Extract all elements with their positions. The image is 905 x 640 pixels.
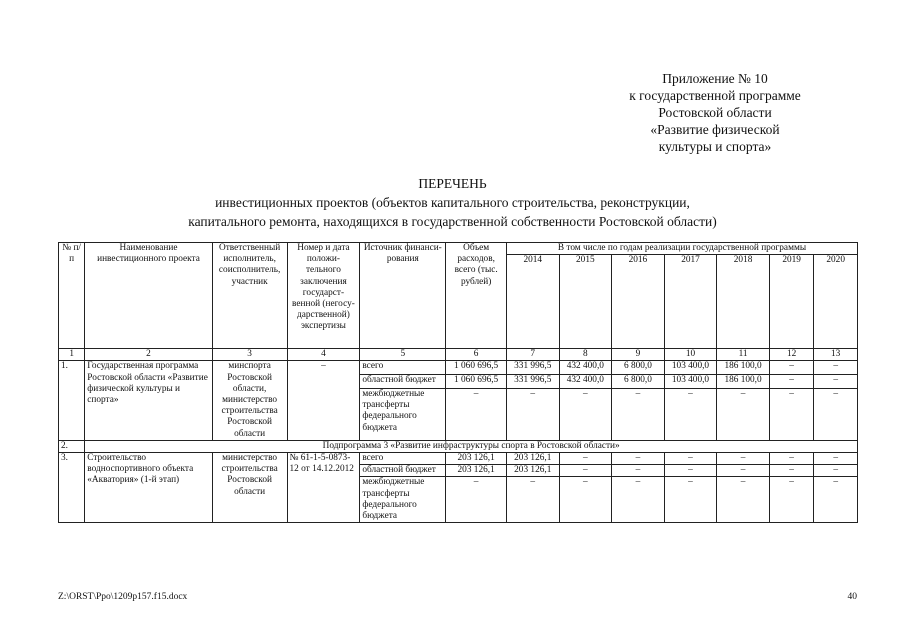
- amount-cell: –: [717, 453, 770, 465]
- title-line-3: капитального ремонта, находящихся в государственной собственности Ростовской области): [188, 214, 717, 229]
- footer-file-path: Z:\ORST\Ppo\1209p157.f15.docx: [58, 592, 188, 602]
- amount-cell: –: [814, 465, 858, 477]
- amount-cell: –: [506, 477, 559, 523]
- amount-cell: –: [559, 477, 612, 523]
- col-number: 9: [612, 349, 665, 361]
- amount-cell: –: [814, 361, 858, 375]
- header-year: 2014: [506, 255, 559, 349]
- col-number: 13: [814, 349, 858, 361]
- investment-projects-table: [58, 242, 858, 523]
- project-name: Государственная программа Ростовской области «Развитие физической культуры и спорта»: [85, 361, 212, 440]
- amount-cell: 186 100,0: [717, 375, 770, 389]
- table-row: [59, 361, 858, 375]
- amount-cell: 331 996,5: [506, 375, 559, 389]
- amount-cell: –: [446, 477, 507, 523]
- header-num: № п/п: [59, 243, 85, 349]
- amount-cell: –: [506, 389, 559, 441]
- amount-cell: 203 126,1: [446, 465, 507, 477]
- amount-cell: –: [814, 389, 858, 441]
- amount-cell: –: [814, 453, 858, 465]
- column-number-row: [59, 349, 858, 361]
- header-year: 2016: [612, 255, 665, 349]
- amount-cell: 432 400,0: [559, 361, 612, 375]
- funding-source: межбюджетные трансферты федерального бюджета: [360, 477, 446, 523]
- amount-cell: –: [612, 453, 665, 465]
- row-num: 1.: [59, 361, 85, 440]
- funding-source: областной бюджет: [360, 375, 446, 389]
- col-number: 4: [287, 349, 360, 361]
- funding-source: всего: [360, 453, 446, 465]
- amount-cell: 1 060 696,5: [446, 375, 507, 389]
- amount-cell: –: [559, 453, 612, 465]
- amount-cell: 103 400,0: [664, 361, 717, 375]
- amount-cell: –: [664, 465, 717, 477]
- header-source: Источник финанси-рования: [360, 243, 446, 349]
- amount-cell: 1 060 696,5: [446, 361, 507, 375]
- funding-source: всего: [360, 361, 446, 375]
- funding-source: областной бюджет: [360, 465, 446, 477]
- amount-cell: –: [717, 477, 770, 523]
- header-year: 2018: [717, 255, 770, 349]
- amount-cell: –: [559, 389, 612, 441]
- appendix-line-1: Приложение № 10: [662, 71, 768, 86]
- amount-cell: –: [446, 389, 507, 441]
- row-num: 2.: [59, 440, 85, 452]
- subprogram-row: [59, 440, 858, 452]
- col-number: 8: [559, 349, 612, 361]
- amount-cell: –: [717, 465, 770, 477]
- appendix-header: [585, 70, 845, 155]
- amount-cell: –: [664, 477, 717, 523]
- header-expertise: Номер и дата положи-тельного заключения государст-венной (негосу-дарственной) экспертизы: [287, 243, 360, 349]
- col-number: 7: [506, 349, 559, 361]
- amount-cell: 331 996,5: [506, 361, 559, 375]
- col-number: 12: [769, 349, 814, 361]
- amount-cell: –: [664, 389, 717, 441]
- amount-cell: –: [612, 389, 665, 441]
- amount-cell: –: [769, 375, 814, 389]
- title-line-1: ПЕРЕЧЕНЬ: [418, 176, 487, 191]
- col-number: 11: [717, 349, 770, 361]
- subprogram-title: Подпрограмма 3 «Развитие инфраструктуры спорта в Ростовской области»: [85, 440, 858, 452]
- header-row-1: [59, 243, 858, 255]
- amount-cell: 432 400,0: [559, 375, 612, 389]
- appendix-line-5: культуры и спорта»: [658, 139, 772, 154]
- col-number: 10: [664, 349, 717, 361]
- amount-cell: –: [612, 465, 665, 477]
- expertise: № 61-1-5-0873-12 от 14.12.2012: [287, 453, 360, 523]
- amount-cell: 203 126,1: [446, 453, 507, 465]
- header-year: 2020: [814, 255, 858, 349]
- amount-cell: –: [769, 453, 814, 465]
- col-number: 2: [85, 349, 212, 361]
- amount-cell: 6 800,0: [612, 361, 665, 375]
- appendix-line-3: Ростовской области: [658, 105, 772, 120]
- funding-source: межбюджетные трансферты федерального бюджета: [360, 389, 446, 441]
- header-years-group: В том числе по годам реализации государственной программы: [506, 243, 857, 255]
- project-name: Строительство водноспортивного объекта «Акватория» (1-й этап): [85, 453, 212, 523]
- amount-cell: –: [814, 477, 858, 523]
- col-number: 3: [212, 349, 287, 361]
- header-executor: Ответственный исполнитель, соисполнитель, участник: [212, 243, 287, 349]
- executor: министерство строительства Ростовской области: [212, 453, 287, 523]
- amount-cell: –: [769, 465, 814, 477]
- document-title: [0, 174, 905, 231]
- header-name: Наименование инвестиционного проекта: [85, 243, 212, 349]
- table-row: [59, 453, 858, 465]
- amount-cell: –: [717, 389, 770, 441]
- amount-cell: –: [664, 453, 717, 465]
- amount-cell: 203 126,1: [506, 465, 559, 477]
- col-number: 5: [360, 349, 446, 361]
- expertise: –: [287, 361, 360, 440]
- col-number: 1: [59, 349, 85, 361]
- appendix-line-2: к государственной программе: [629, 88, 801, 103]
- amount-cell: –: [769, 477, 814, 523]
- header-year: 2019: [769, 255, 814, 349]
- header-year: 2015: [559, 255, 612, 349]
- amount-cell: 6 800,0: [612, 375, 665, 389]
- amount-cell: 186 100,0: [717, 361, 770, 375]
- col-number: 6: [446, 349, 507, 361]
- amount-cell: –: [559, 465, 612, 477]
- amount-cell: –: [769, 389, 814, 441]
- header-volume: Объем расходов, всего (тыс. рублей): [446, 243, 507, 349]
- row-num: 3.: [59, 453, 85, 523]
- amount-cell: –: [612, 477, 665, 523]
- footer-page-number: 40: [847, 592, 857, 602]
- amount-cell: –: [814, 375, 858, 389]
- title-line-2: инвестиционных проектов (объектов капитального строительства, реконструкции,: [215, 195, 690, 210]
- executor: минспорта Ростовской области, министерство строительства Ростовской области: [212, 361, 287, 440]
- amount-cell: –: [769, 361, 814, 375]
- amount-cell: 103 400,0: [664, 375, 717, 389]
- header-year: 2017: [664, 255, 717, 349]
- appendix-line-4: «Развитие физической: [650, 122, 780, 137]
- amount-cell: 203 126,1: [506, 453, 559, 465]
